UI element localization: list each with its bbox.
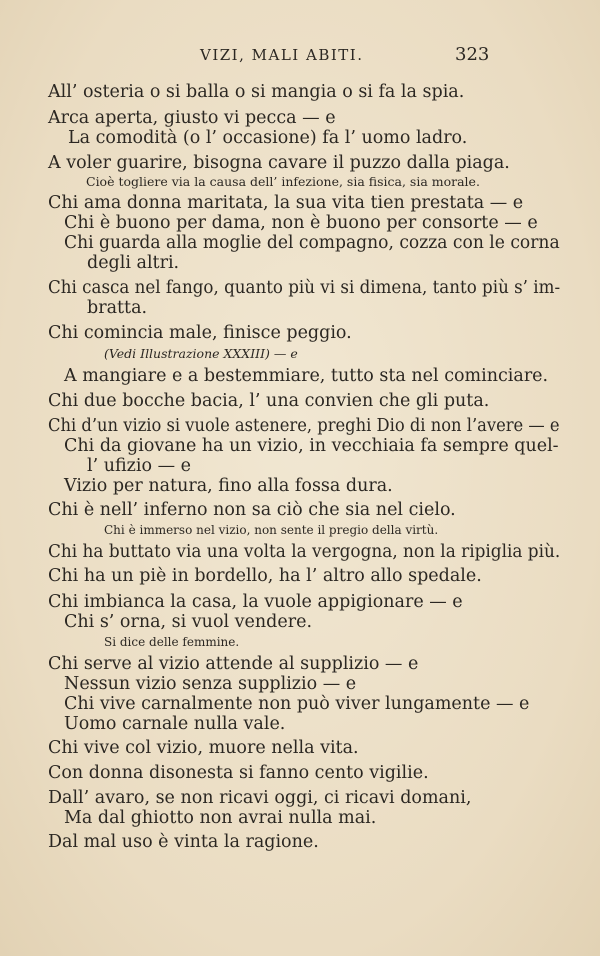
page-number: 323 xyxy=(455,44,490,65)
proverb-line: A voler guarire, bisogna cavare il puzzo dalla piaga. xyxy=(48,153,510,173)
proverb-line: l’ ufizio — e xyxy=(87,456,192,476)
proverb-line: Chi ama donna maritata, la sua vita tien prestata — e xyxy=(48,193,524,213)
proverb-line: Chi imbianca la casa, la vuole appigionare — e xyxy=(48,592,463,612)
proverb-line: Arca aperta, giusto vi pecca — e xyxy=(48,108,336,128)
proverb-line: Chi è nell’ inferno non sa ciò che sia nel cielo. xyxy=(48,500,456,520)
proverb-line: La comodità (o l’ occasione) fa l’ uomo ladro. xyxy=(68,128,468,148)
proverb-line: Chi d’un vizio si vuole astenere, preghi Dio di non l’avere — e xyxy=(48,416,560,436)
illustration-reference: (Vedi Illustrazione XXXIII) — e xyxy=(104,346,298,361)
proverb-line: Chi s’ orna, si vuol vendere. xyxy=(64,612,313,632)
running-title: VIZI, MALI ABITI. xyxy=(200,46,364,64)
proverb-line: Chi da giovane ha un vizio, in vecchiaia fa sempre quel- xyxy=(64,436,559,456)
proverb-line: Con donna disonesta si fanno cento vigilie. xyxy=(48,763,429,783)
proverb-line: Dall’ avaro, se non ricavi oggi, ci ricavi domani, xyxy=(48,788,472,808)
proverb-line: bratta. xyxy=(87,298,148,318)
proverb-line: Chi vive col vizio, muore nella vita. xyxy=(48,738,359,758)
proverb-note: Chi è immerso nel vizio, non sente il pregio della virtù. xyxy=(104,523,439,537)
proverb-line: A mangiare e a bestemmiare, tutto sta nel cominciare. xyxy=(64,366,549,386)
proverb-line: Chi è buono per dama, non è buono per consorte — e xyxy=(64,213,538,233)
proverb-note: Cioè togliere via la causa dell’ infezione, sia fisica, sia morale. xyxy=(86,174,480,189)
page-header xyxy=(0,46,600,70)
proverb-line: degli altri. xyxy=(87,253,180,273)
proverb-line: Vizio per natura, fino alla fossa dura. xyxy=(64,476,393,496)
proverb-line: Chi vive carnalmente non può viver lungamente — e xyxy=(64,694,530,714)
proverb-line: Chi serve al vizio attende al supplizio — e xyxy=(48,654,419,674)
proverb-line: Chi comincia male, finisce peggio. xyxy=(48,323,352,343)
proverb-line: Chi guarda alla moglie del compagno, cozza con le corna xyxy=(64,233,560,253)
proverb-line: Ma dal ghiotto non avrai nulla mai. xyxy=(64,808,377,828)
proverb-line: Chi due bocche bacia, l’ una convien che gli puta. xyxy=(48,391,490,411)
proverb-line: Chi casca nel fango, quanto più vi si dimena, tanto più s’ im- xyxy=(48,278,561,298)
proverb-line: Nessun vizio senza supplizio — e xyxy=(64,674,357,694)
proverb-line: Chi ha buttato via una volta la vergogna, non la ripiglia più. xyxy=(48,542,561,562)
proverb-line: Dal mal uso è vinta la ragione. xyxy=(48,832,319,852)
proverb-note: Si dice delle femmine. xyxy=(104,635,240,649)
proverb-line: Chi ha un piè in bordello, ha l’ altro allo spedale. xyxy=(48,566,482,586)
proverb-line: All’ osteria o si balla o si mangia o si fa la spia. xyxy=(48,82,465,102)
proverb-line: Uomo carnale nulla vale. xyxy=(64,714,286,734)
